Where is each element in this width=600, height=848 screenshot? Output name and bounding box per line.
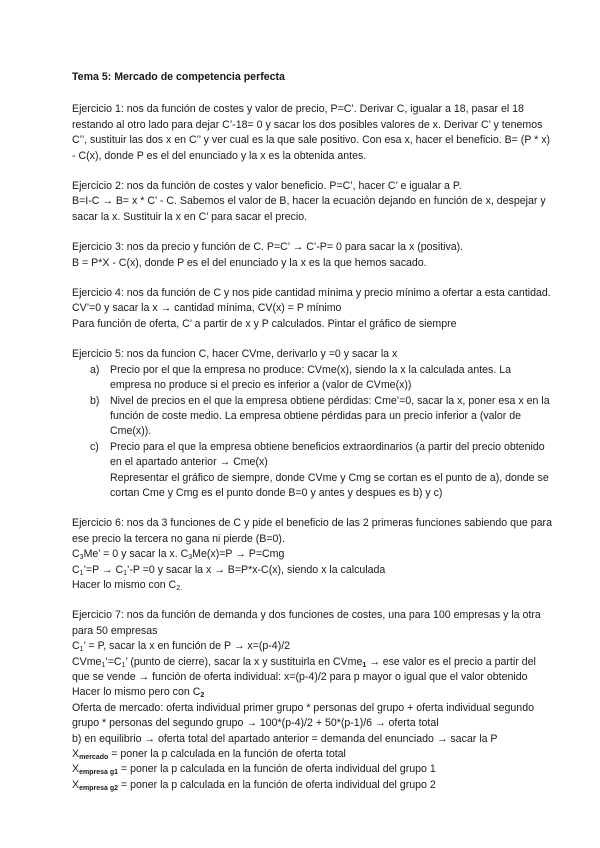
subscript: 1	[79, 646, 84, 654]
exercise-6-line-1: Ejercicio 6: nos da 3 funciones de C y pide el beneficio de las 2 primeras funciones sabiendo que para ese precio la tercera no gana ni pierde (B=0).	[72, 517, 552, 545]
subscript: empresa g2	[79, 784, 118, 792]
text-part: = poner la p calculada en la función de oferta individual del grupo 2	[118, 778, 436, 791]
text-part: X	[72, 778, 80, 791]
list-item-extra: Representar el gráfico de siempre, donde CVme y Cmg se cortan es el punto de a), donde se cortan Cme y Cmg es el punto donde B=0 y antes y despues es b) y c)	[110, 471, 549, 499]
exercise-3	[72, 240, 552, 271]
list-item-text: Nivel de precios en el que la empresa obtiene pérdidas: Cme’=0, sacar la x, poner esa x en la función de coste medio. La empresa obtiene pérdidas para un precio inferior a (valor de Cme(x)).	[110, 394, 550, 438]
list-item	[72, 394, 552, 440]
exercise-2-line-1: Ejercicio 2: nos da función de costes y valor beneficio. P=C’, hacer C’ e igualar a P.	[72, 180, 462, 193]
exercise-1	[72, 102, 552, 164]
subscript: 1	[79, 569, 84, 577]
exercise-6-line-3	[72, 563, 552, 578]
text-part: X	[72, 763, 80, 776]
exercise-4	[72, 286, 552, 332]
text-part: Hacer lo mismo pero con C	[72, 686, 201, 699]
exercise-5	[72, 347, 552, 501]
list-item	[72, 363, 552, 394]
subscript: 2	[200, 692, 205, 700]
exercise-1-text: Ejercicio 1: nos da función de costes y valor de precio, P=C’. Derivar C, igualar a 18, pasar el 18 restando al otro lado para dejar C’-18= 0 y sacar los dos posibles valores de x. Derivar C’ y tenemos C’’, sustituir las dos x en C’’ y ver cual es la que sale positivo. Con esa x, hacer el beneficio. B= (P * x) - C(x), donde P es el del enunciado y la x es la obtenida antes.	[72, 103, 551, 162]
list-item	[72, 440, 552, 502]
list-marker: b)	[90, 394, 100, 407]
text-part: Me(x)=P → P=Cmg	[192, 548, 285, 561]
text-part: Hacer lo mismo con C	[72, 578, 177, 591]
exercise-3-line-1: Ejercicio 3: nos da precio y función de C. P=C’ → C’-P= 0 para sacar la x (positiva).	[72, 241, 464, 254]
exercise-5-list	[72, 363, 552, 502]
subscript: 3	[188, 554, 193, 562]
exercise-7-line-6: b) en equilibrio → oferta total del apartado anterior = demanda del enunciado → sacar la P	[72, 732, 498, 745]
text-part: ’=C	[105, 655, 122, 668]
exercise-2	[72, 179, 552, 225]
text-part: = poner la p calculada en la función de oferta total	[108, 748, 346, 761]
exercise-6-line-4	[72, 578, 552, 593]
text-part: → ese valor es el precio a partir del que se vende → función de oferta individual: x=(p-4)/2 para p mayor o igual que el valor obtenido	[72, 655, 536, 683]
text-part: X	[72, 748, 80, 761]
exercise-6	[72, 516, 552, 593]
exercise-7-line-1: Ejercicio 7: nos da función de demanda y dos funciones de costes, una para 100 empresas y la otra para 50 empresas	[72, 609, 541, 637]
document-title: Tema 5: Mercado de competencia perfecta	[72, 71, 285, 83]
exercise-7-line-8	[72, 762, 552, 777]
list-marker: a)	[90, 363, 100, 376]
exercise-7	[72, 608, 552, 793]
text-part: Me’ = 0 y sacar la x. C	[83, 548, 189, 561]
subscript: 1	[101, 661, 106, 669]
subscript: mercado	[79, 754, 109, 762]
exercise-3-line-2: B = P*X - C(x), donde P es el del enunciado y la x es la que hemos sacado.	[72, 256, 427, 269]
subscript: 1	[123, 569, 128, 577]
exercise-7-line-3	[72, 655, 552, 686]
exercise-2-line-2: B=I-C → B= x * C’ - C. Sabemos el valor de B, hacer la ecuación dejando en función de x, despejar y sacar la x. Sustituir la x en C’ para sacar el precio.	[72, 195, 546, 223]
exercise-7-line-2	[72, 639, 552, 654]
list-marker: c)	[90, 440, 99, 453]
text-part: CVme	[72, 655, 102, 668]
text-part: = poner la p calculada en la función de oferta individual del grupo 1	[118, 763, 436, 776]
text-part: C	[72, 563, 80, 576]
text-part: ’=P → C	[83, 563, 124, 576]
subscript: 3	[79, 554, 84, 562]
subscript: 1	[362, 661, 367, 669]
exercise-5-intro: Ejercicio 5: nos da funcion C, hacer CVme, derivarlo y =0 y sacar la x	[72, 348, 398, 361]
subscript: 2.	[176, 584, 183, 592]
text-part: C	[72, 548, 80, 561]
text-part: C	[72, 640, 80, 653]
subscript: empresa g1	[79, 769, 118, 777]
exercise-6-line-2	[72, 547, 552, 562]
exercise-7-line-9	[72, 778, 552, 793]
list-item-text: Precio por el que la empresa no produce: CVme(x), siendo la x la calculada antes. La empresa no produce si el precio es inferior a (valor de CVme(x))	[110, 363, 512, 392]
text-part: ’ = P, sacar la x en función de P → x=(p-4)/2	[83, 640, 291, 653]
exercise-7-line-5: Oferta de mercado: oferta individual primer grupo * personas del grupo + oferta individual segundo grupo * personas del segundo grupo → 100*(p-4)/2 + 50*(p-1)/6 → oferta total	[72, 701, 534, 730]
exercise-4-line-1: Ejercicio 4: nos da función de C y nos pide cantidad mínima y precio mínimo a ofertar a esta cantidad. CV’=0 y sacar la x → cantidad mínima, CV(x) = P mínimo	[72, 287, 551, 315]
subscript: 1	[121, 661, 126, 669]
exercise-7-line-4	[72, 685, 552, 700]
exercise-4-line-2: Para función de oferta, C’ a partir de x y P calculados. Pintar el gráfico de siempre	[72, 317, 457, 330]
list-item-text: Precio para el que la empresa obtiene beneficios extraordinarios (a partir del precio obtenido en el apartado anterior → Cme(x)	[110, 440, 545, 469]
text-part: ’-P =0 y sacar la x → B=P*x-C(x), siendo x la calculada	[127, 563, 386, 576]
text-part: ’ (punto de cierre), sacar la x y sustituirla en CVme	[125, 655, 363, 668]
exercise-7-line-7	[72, 747, 552, 762]
